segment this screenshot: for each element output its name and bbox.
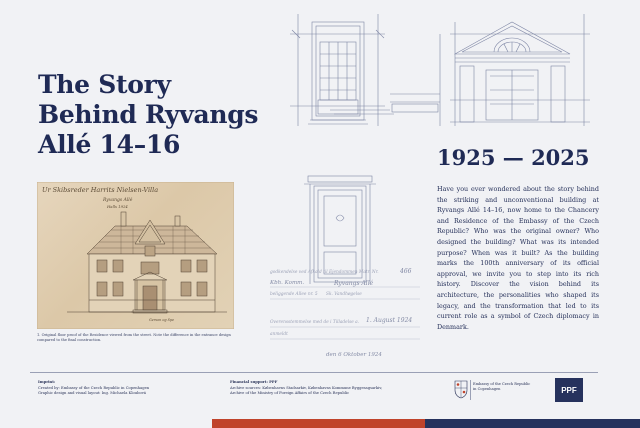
approval-document xyxy=(270,270,430,365)
embassy-line-1: Embassy of the Czech Republic xyxy=(473,382,531,386)
image-caption: 1. Original floor proof of the Residence viewed from the street. Note the difference in the entrance design compared to the final construction. xyxy=(37,333,231,342)
bottom-stripe-red xyxy=(212,419,425,428)
title-line-2: Behind Ryvangs xyxy=(38,100,259,129)
intro-text: Have you ever wondered about the story behind the striking and unconventional building at Ryvangs Allé 14–16, now home to the Chancery and Residence of the Embassy of the Czech Republic? Who was the original owner? Who designed the building? What was its intended purpose? When was it built? As the building marks the 100th anniversary of its official approval, we invite you to step into its rich history. Discover the vision behind its architecture, the personalities who shaped its legacy, and the transformation that led to its current role as a symbol of Czech diplomacy in Denmark. xyxy=(437,185,599,331)
imprint-line-2: Graphic design and visual layout: Ing. Michaela Kloubová xyxy=(38,391,146,396)
bottom-stripe-blue xyxy=(425,419,640,428)
plinth-drawing xyxy=(330,34,440,126)
document-line-5: anmeldt xyxy=(270,332,288,337)
document-rules xyxy=(270,270,430,365)
title-line-1: The Story xyxy=(38,70,171,99)
financial-label: Financial support: PPF xyxy=(230,380,278,384)
logo-separator xyxy=(470,380,471,400)
financial-block xyxy=(230,380,430,397)
footer-divider xyxy=(30,372,598,373)
imprint-line-1: Created by: Embassy of the Czech Republic in Copenhagen xyxy=(38,385,150,390)
document-number: 466 xyxy=(400,268,412,275)
drawing-signature: Gerson og Spe xyxy=(149,318,175,322)
document-date-1: 1. August 1924 xyxy=(366,317,413,324)
document-line-4: Overensstemmelse med de i Tilladelse a. xyxy=(270,320,360,325)
imprint-block xyxy=(38,380,218,397)
financial-line-2: Archive of the Ministry of Foreign Affairs of the Czech Republic xyxy=(230,391,350,396)
villa-elevation xyxy=(37,182,234,329)
document-line-3b: Sk. Vandhøgelse xyxy=(326,292,362,297)
anniversary-years: 1925 — 2025 xyxy=(437,145,590,170)
facade-drawings xyxy=(290,14,600,126)
document-line-2: Kbh. Komm. xyxy=(270,280,305,286)
drawing-heading: Ur Skibsreder Harrits Nielsen-Villa xyxy=(42,186,159,194)
page-title xyxy=(38,70,288,160)
historical-elevation-drawing xyxy=(37,182,234,329)
portal-drawing xyxy=(450,14,590,126)
czech-coat-of-arms-icon xyxy=(454,379,468,399)
imprint-label: Imprint: xyxy=(38,380,56,384)
document-street: Ryvangs Allé xyxy=(334,280,374,287)
document-date-2: den 6 Oktober 1924 xyxy=(326,352,382,358)
door-drawing xyxy=(304,174,376,284)
embassy-line-2: in Copenhagen xyxy=(473,387,501,391)
drawing-subheading-1: Ryvangs Allé xyxy=(103,198,133,203)
document-line-3: beliggende Allee nr. 5 xyxy=(270,292,318,297)
financial-line-1: Archive sources: Københavns Stadsarkiv, Københavns Kommune Byggesagsarkiv, xyxy=(230,385,383,390)
embassy-logo-text xyxy=(473,382,543,392)
drawing-subheading-2: Halls 1924 xyxy=(107,204,128,209)
window-drawing xyxy=(290,14,385,126)
title-line-3: Allé 14–16 xyxy=(38,130,181,159)
ppf-logo: PPF xyxy=(555,378,583,402)
document-line-1: godkendelse ved Afkald til Ejendommen Matr. Nr. xyxy=(270,270,379,275)
